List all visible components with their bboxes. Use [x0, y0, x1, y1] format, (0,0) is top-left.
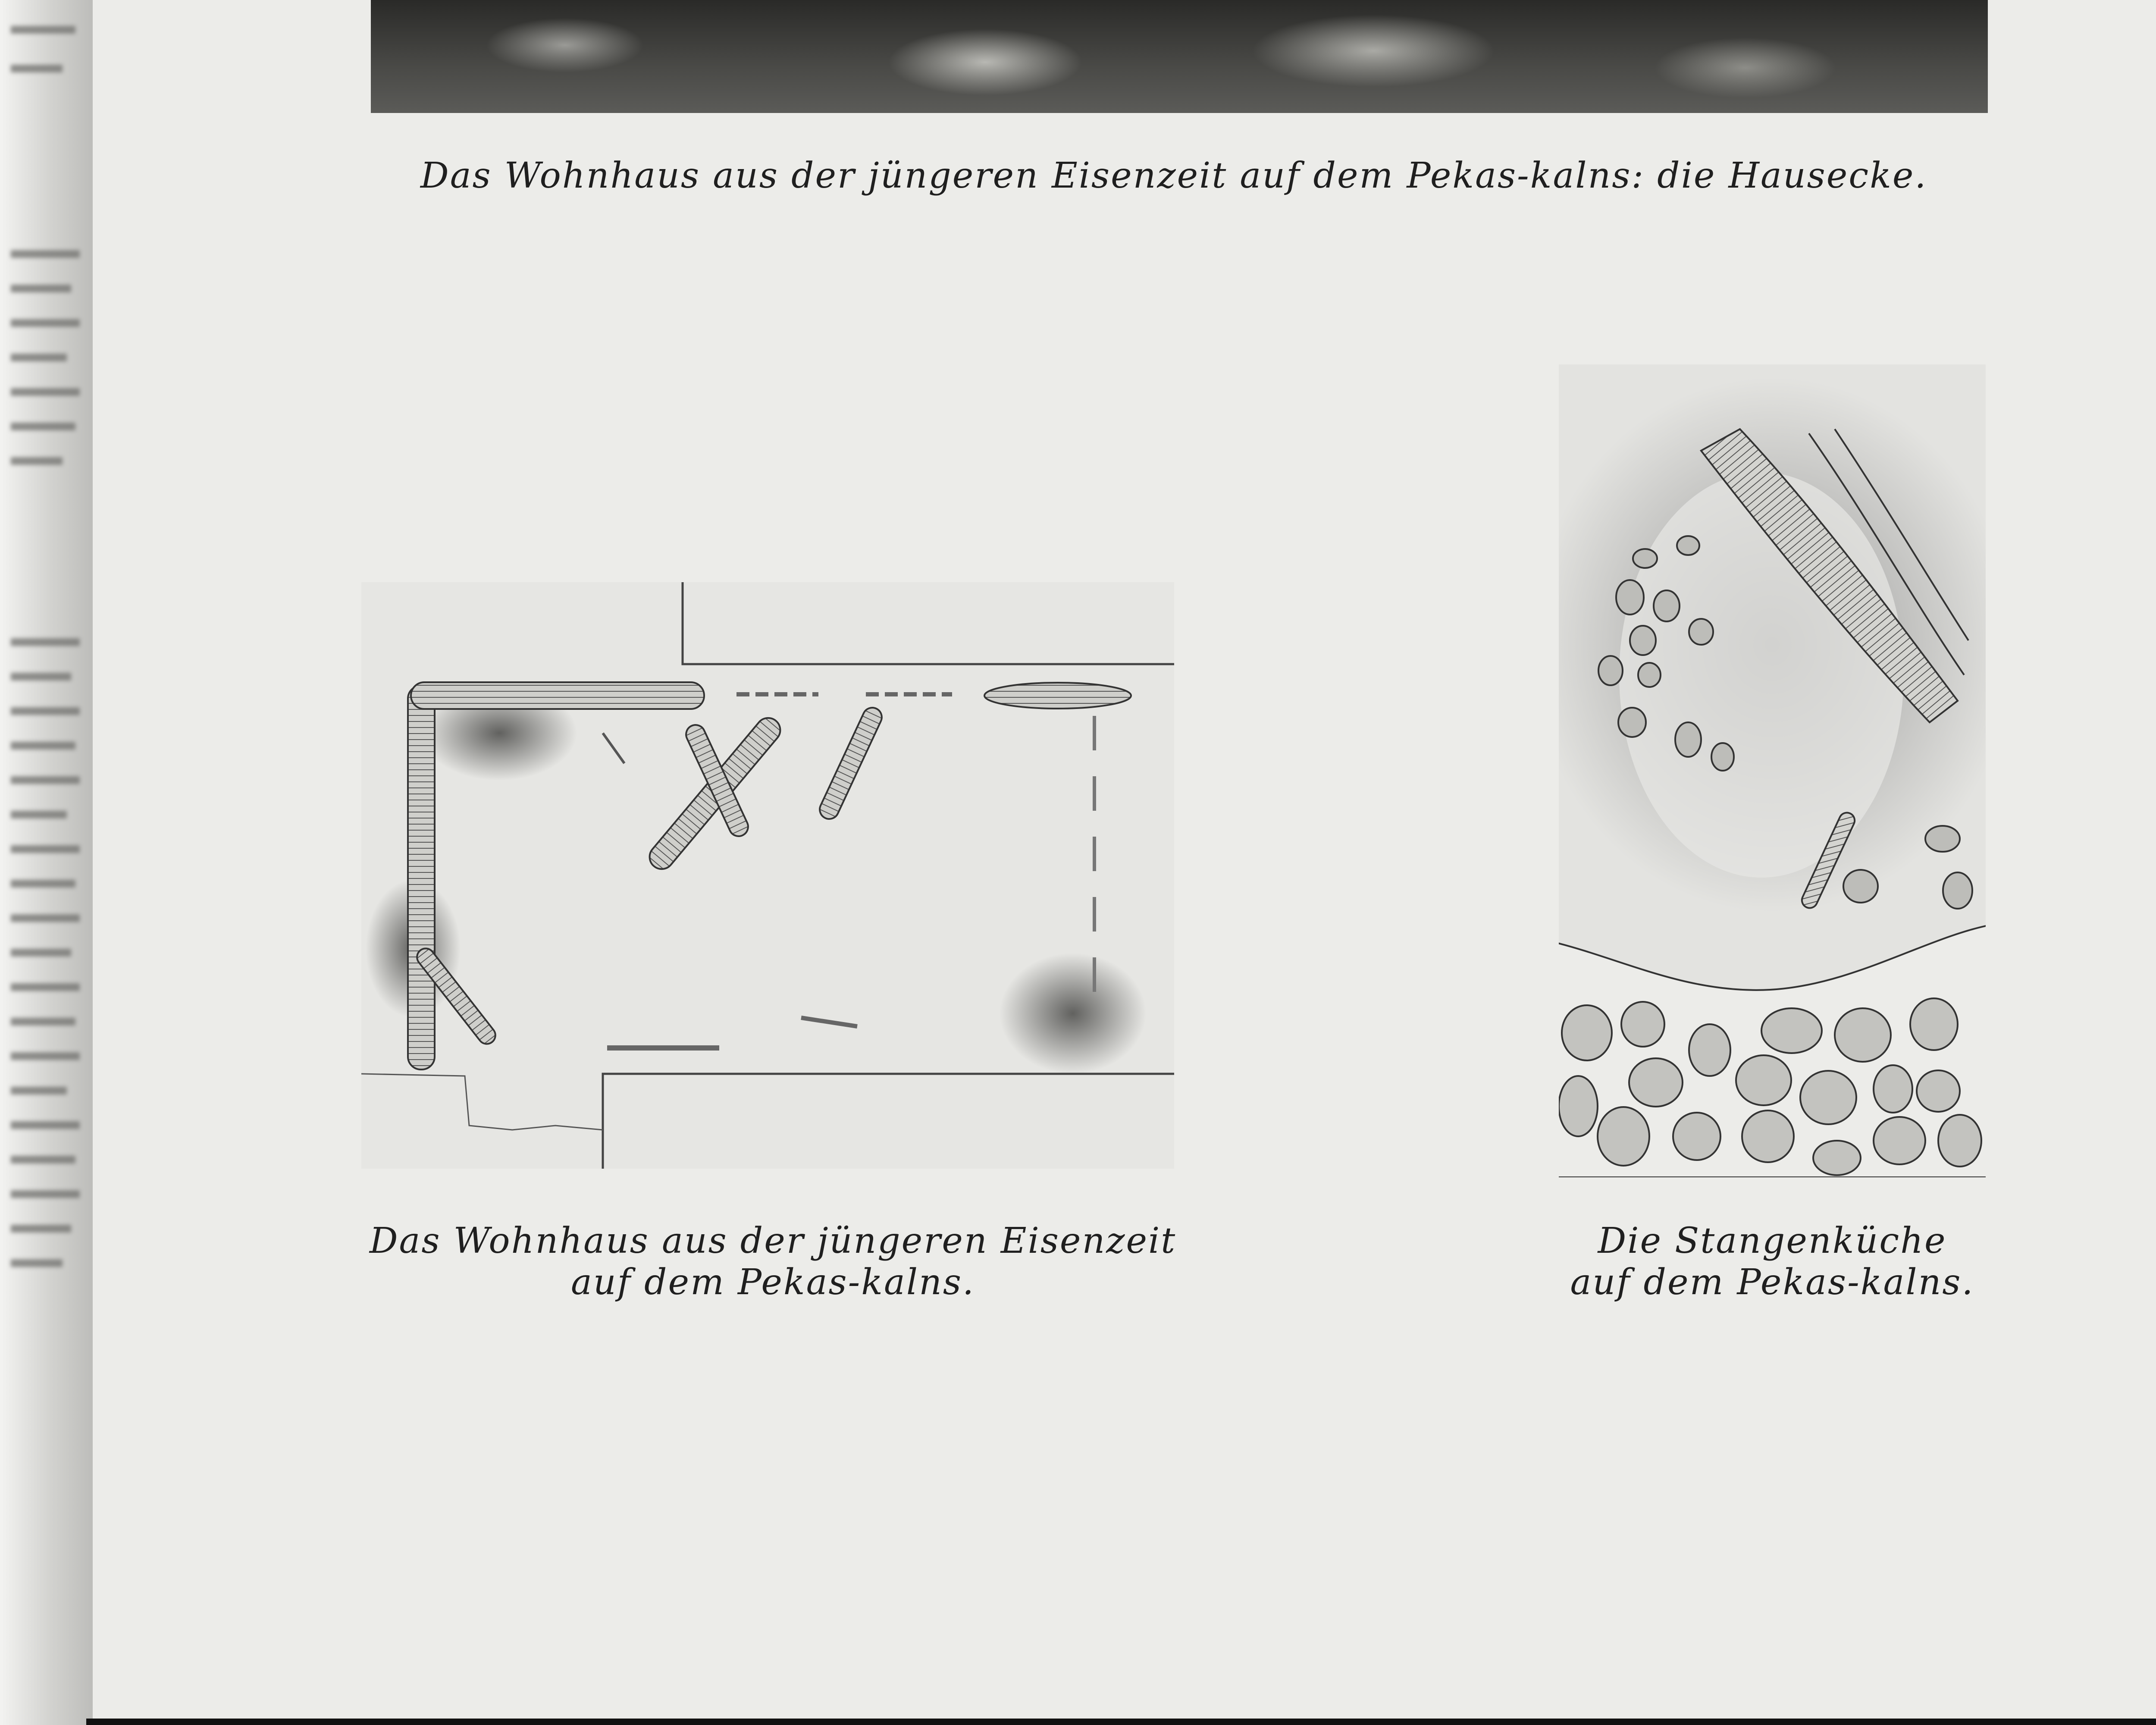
- blurred-text-line: [11, 1121, 80, 1129]
- blurred-text-line: [11, 388, 80, 396]
- blurred-text-line: [11, 250, 80, 258]
- photo-caption: Das Wohnhaus aus der jüngeren Eisenzeit auf dem Pekas-kalns: die Hausecke.: [420, 155, 1927, 196]
- blurred-text-line: [11, 673, 71, 681]
- blurred-text-line: [11, 1259, 63, 1267]
- blurred-text-line: [11, 914, 80, 922]
- adjacent-page-edge: [0, 0, 93, 1725]
- pole-kitchen-figure: [1559, 364, 1986, 1177]
- blurred-text-line: [11, 776, 80, 784]
- pole-kitchen-caption-line1: Die Stangenküche: [1598, 1220, 1947, 1261]
- blurred-text-line: [11, 1052, 80, 1060]
- house-plan-caption: [369, 1220, 1177, 1303]
- blurred-text-line: [11, 354, 67, 361]
- blurred-text-line: [11, 983, 80, 991]
- blurred-text-line: [11, 638, 80, 646]
- page-bottom-edge: [86, 1719, 2156, 1725]
- house-plan-drawing: [361, 582, 1174, 1169]
- blurred-text-line: [11, 285, 71, 292]
- blurred-text-line: [11, 1225, 71, 1233]
- blurred-text-line: [11, 319, 80, 327]
- house-plan-caption-line1: Das Wohnhaus aus der jüngeren Eisenzeit: [369, 1220, 1177, 1261]
- blurred-text-line: [11, 707, 80, 715]
- blurred-text-line: [11, 65, 63, 72]
- blurred-text-line: [11, 949, 71, 957]
- blurred-text-line: [11, 1087, 67, 1095]
- blurred-text-line: [11, 1018, 75, 1026]
- pole-kitchen-caption-line2: auf dem Pekas-kalns.: [1570, 1262, 1974, 1303]
- blurred-text-line: [11, 26, 75, 34]
- house-plan-caption-line2: auf dem Pekas-kalns.: [570, 1262, 975, 1303]
- blurred-text-line: [11, 423, 75, 430]
- blurred-text-line: [11, 811, 67, 819]
- blurred-text-line: [11, 457, 63, 465]
- blurred-text-line: [11, 1190, 80, 1198]
- house-plan-figure: [361, 582, 1174, 1169]
- pole-kitchen-caption: [1561, 1220, 1984, 1303]
- blurred-text-line: [11, 742, 75, 750]
- blurred-text-line: [11, 845, 80, 853]
- pole-kitchen-drawing: [1559, 364, 1986, 1177]
- blurred-text-line: [11, 880, 75, 888]
- house-corner-photo: [371, 0, 1988, 113]
- blurred-text-line: [11, 1156, 75, 1164]
